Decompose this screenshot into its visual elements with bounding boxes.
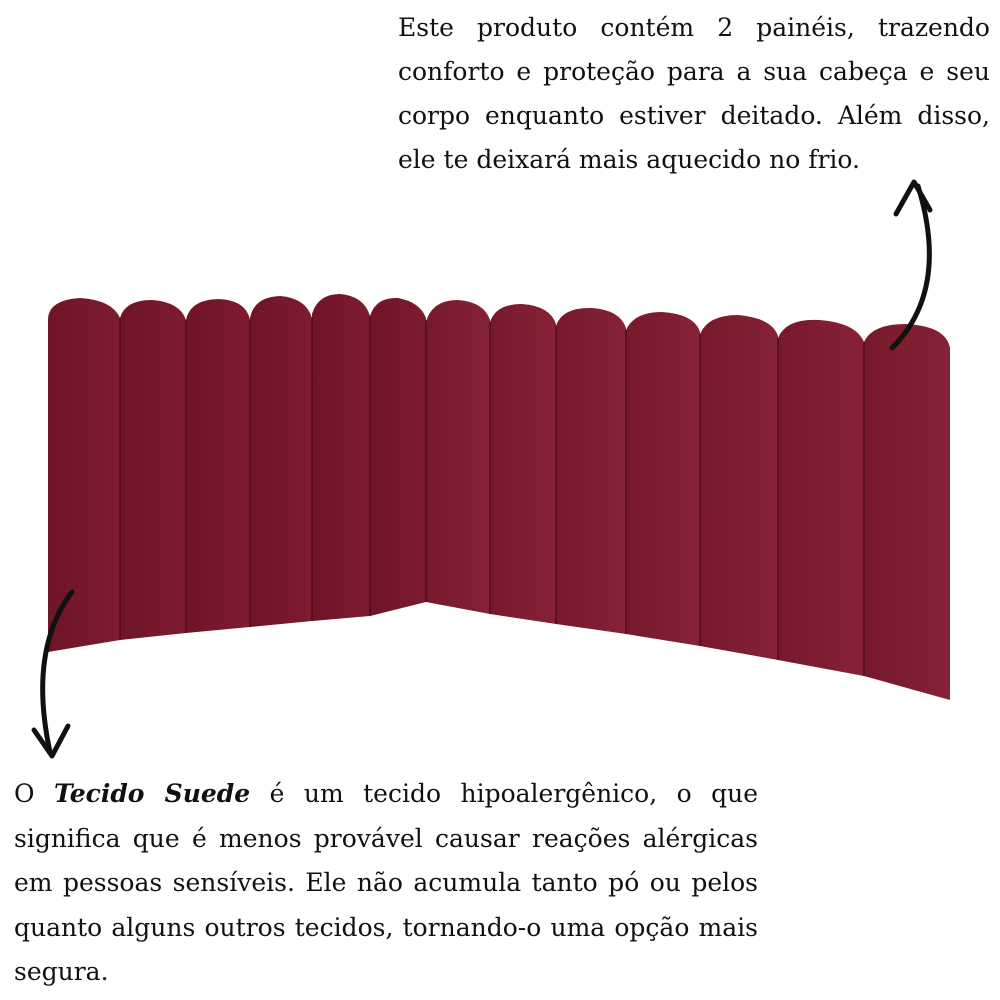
slat bbox=[186, 299, 250, 633]
fabric-name: Tecido Suede bbox=[53, 779, 251, 808]
slat bbox=[556, 308, 626, 634]
slat bbox=[120, 300, 186, 640]
description-lead: O bbox=[14, 779, 54, 808]
slat bbox=[250, 296, 312, 627]
product-description-top: Este produto contém 2 painéis, trazendo conforto e proteção para a sua cabeça e seu corpo enquanto estiver deitado. Além disso, ele te deixará mais aquecido no frio. bbox=[398, 13, 990, 174]
slat bbox=[626, 312, 700, 646]
fabric-description-bottom bbox=[14, 772, 758, 995]
slat bbox=[370, 298, 426, 616]
left-headboard-panel bbox=[48, 294, 426, 652]
slat bbox=[48, 298, 120, 652]
slat bbox=[778, 320, 864, 676]
description-body: é um tecido hipoalergênico, o que significa que é menos provável causar reações alérgicas em pessoas sensíveis. Ele não acumula tanto pó ou pelos quanto alguns outros tecidos, tornando-o uma opção mais segura. bbox=[14, 779, 758, 986]
slat bbox=[700, 315, 778, 660]
slat bbox=[426, 300, 490, 614]
slat bbox=[312, 294, 370, 621]
slat bbox=[490, 304, 556, 624]
right-headboard-panel bbox=[426, 300, 950, 700]
curved-arrow-up-icon bbox=[892, 182, 930, 348]
slat bbox=[864, 324, 950, 700]
